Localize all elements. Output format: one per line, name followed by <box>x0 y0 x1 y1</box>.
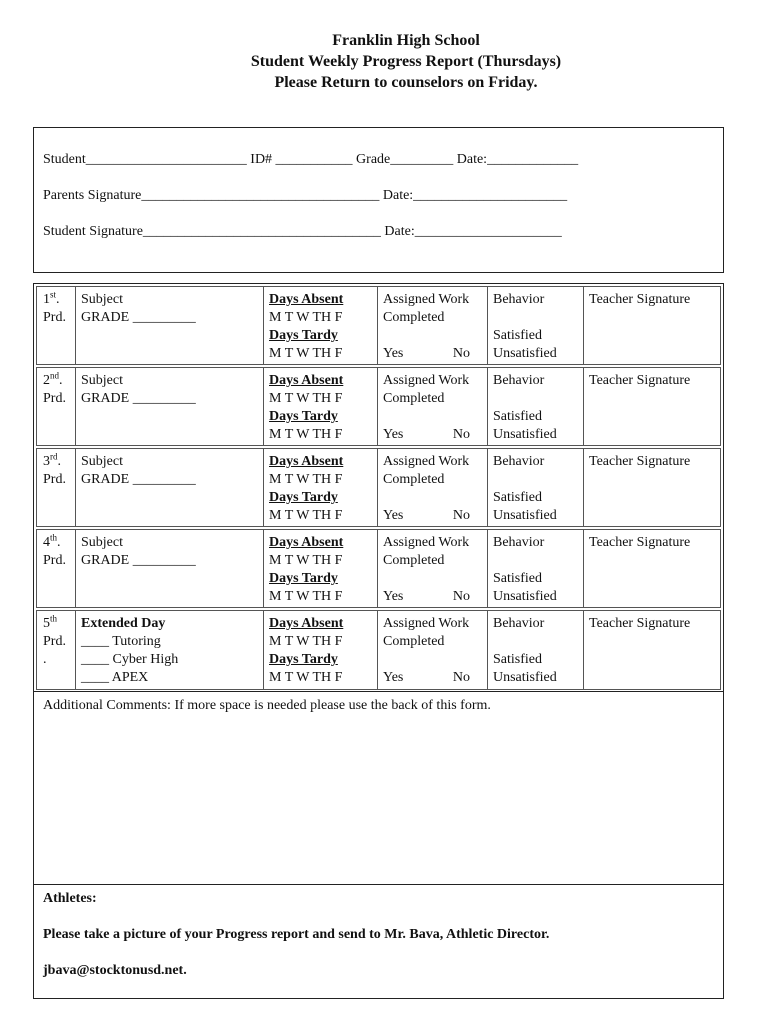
athletes-instruction: Please take a picture of your Progress report and send to Mr. Bava, Athletic Director. <box>43 927 550 942</box>
period-label: 4th. Prd. <box>37 530 76 607</box>
cyber-high-option[interactable]: ____ Cyber High <box>81 652 179 667</box>
extended-day-cell <box>76 611 264 689</box>
teacher-signature-cell[interactable]: Teacher Signature <box>589 373 691 388</box>
unsatisfied-option[interactable]: Unsatisfied <box>493 508 557 523</box>
absent-weekdays[interactable]: M T W TH F <box>269 310 343 325</box>
behavior-cell: Behavior Satisfied Unsatisfied <box>488 449 584 526</box>
athletes-email: jbava@stocktonusd.net. <box>43 963 187 978</box>
assigned-work-cell: Assigned Work Completed Yes No <box>378 611 488 689</box>
period-label: 3rd. Prd. <box>37 449 76 526</box>
tardy-weekdays[interactable]: M T W TH F <box>269 670 343 685</box>
tutoring-option[interactable]: ____ Tutoring <box>81 634 161 649</box>
teacher-signature-cell[interactable]: Teacher Signature <box>589 535 691 550</box>
absent-weekdays[interactable]: M T W TH F <box>269 391 343 406</box>
tardy-weekdays[interactable]: M T W TH F <box>269 427 343 442</box>
grade-field[interactable]: GRADE _________ <box>81 391 196 406</box>
absent-weekdays[interactable]: M T W TH F <box>269 553 343 568</box>
teacher-signature-cell[interactable]: Teacher Signature <box>589 454 691 469</box>
unsatisfied-option[interactable]: Unsatisfied <box>493 346 557 361</box>
period-label: 1st. Prd. <box>37 287 76 364</box>
yes-option[interactable]: Yes <box>383 589 404 604</box>
subject-label: Subject <box>81 292 123 307</box>
student-signature-line[interactable]: Student Signature__________________________________ Date:_____________________ <box>43 224 562 239</box>
attendance-cell: Days Absent M T W TH F Days Tardy M T W TH F <box>264 449 378 526</box>
student-info-line[interactable]: Student_______________________ ID# ___________ Grade_________ Date:_____________ <box>43 152 579 167</box>
period-row-2 <box>36 367 721 446</box>
title-instruction: Please Return to counselors on Friday. <box>274 74 538 91</box>
satisfied-option[interactable]: Satisfied <box>493 409 542 424</box>
no-option[interactable]: No <box>452 346 470 361</box>
satisfied-option[interactable]: Satisfied <box>493 328 542 343</box>
assigned-work-cell: Assigned Work Completed Yes No <box>378 368 488 445</box>
unsatisfied-option[interactable]: Unsatisfied <box>493 670 557 685</box>
athletes-heading: Athletes: <box>43 891 97 906</box>
tardy-weekdays[interactable]: M T W TH F <box>269 346 343 361</box>
subject-cell <box>76 449 264 526</box>
behavior-cell: Behavior Satisfied Unsatisfied <box>488 287 584 364</box>
comments-label: Additional Comments: If more space is needed please use the back of this form. <box>43 698 491 713</box>
assigned-work-cell: Assigned Work Completed Yes No <box>378 530 488 607</box>
period-row-5 <box>36 610 721 690</box>
no-option[interactable]: No <box>452 670 470 685</box>
no-option[interactable]: No <box>452 427 470 442</box>
satisfied-option[interactable]: Satisfied <box>493 490 542 505</box>
behavior-cell: Behavior Satisfied Unsatisfied <box>488 368 584 445</box>
grade-field[interactable]: GRADE _________ <box>81 553 196 568</box>
yes-option[interactable]: Yes <box>383 508 404 523</box>
subject-cell <box>76 287 264 364</box>
satisfied-option[interactable]: Satisfied <box>493 571 542 586</box>
subject-label: Subject <box>81 373 123 388</box>
additional-comments[interactable] <box>34 691 723 884</box>
absent-weekdays[interactable]: M T W TH F <box>269 472 343 487</box>
subject-label: Subject <box>81 454 123 469</box>
attendance-cell: Days Absent M T W TH F Days Tardy M T W TH F <box>264 611 378 689</box>
assigned-work-cell: Assigned Work Completed Yes No <box>378 287 488 364</box>
no-option[interactable]: No <box>452 508 470 523</box>
assigned-work-cell: Assigned Work Completed Yes No <box>378 449 488 526</box>
subject-cell <box>76 368 264 445</box>
yes-option[interactable]: Yes <box>383 670 404 685</box>
unsatisfied-option[interactable]: Unsatisfied <box>493 589 557 604</box>
absent-weekdays[interactable]: M T W TH F <box>269 634 343 649</box>
period-row-3 <box>36 448 721 527</box>
student-info-box <box>33 127 724 273</box>
grade-field[interactable]: GRADE _________ <box>81 310 196 325</box>
parents-signature-line[interactable]: Parents Signature__________________________________ Date:______________________ <box>43 188 568 203</box>
tardy-weekdays[interactable]: M T W TH F <box>269 508 343 523</box>
yes-option[interactable]: Yes <box>383 346 404 361</box>
teacher-signature-cell[interactable]: Teacher Signature <box>589 292 691 307</box>
period-label: 5th Prd. . <box>37 611 76 689</box>
extended-day-label: Extended Day <box>81 616 166 631</box>
subject-label: Subject <box>81 535 123 550</box>
satisfied-option[interactable]: Satisfied <box>493 652 542 667</box>
tardy-weekdays[interactable]: M T W TH F <box>269 589 343 604</box>
teacher-signature-cell[interactable]: Teacher Signature <box>589 616 691 631</box>
title-school: Franklin High School <box>332 32 480 49</box>
period-label: 2nd. Prd. <box>37 368 76 445</box>
attendance-cell: Days Absent M T W TH F Days Tardy M T W TH F <box>264 530 378 607</box>
period-row-4 <box>36 529 721 608</box>
subject-cell <box>76 530 264 607</box>
grade-field[interactable]: GRADE _________ <box>81 472 196 487</box>
athletes-section <box>34 884 723 998</box>
yes-option[interactable]: Yes <box>383 427 404 442</box>
unsatisfied-option[interactable]: Unsatisfied <box>493 427 557 442</box>
periods-table <box>33 283 724 999</box>
attendance-cell: Days Absent M T W TH F Days Tardy M T W TH F <box>264 368 378 445</box>
title-report: Student Weekly Progress Report (Thursdays) <box>250 53 562 70</box>
period-row-1 <box>36 286 721 365</box>
no-option[interactable]: No <box>452 589 470 604</box>
behavior-cell: Behavior Satisfied Unsatisfied <box>488 530 584 607</box>
apex-option[interactable]: ____ APEX <box>81 670 149 685</box>
behavior-cell: Behavior Satisfied Unsatisfied <box>488 611 584 689</box>
attendance-cell: Days Absent M T W TH F Days Tardy M T W TH F <box>264 287 378 364</box>
